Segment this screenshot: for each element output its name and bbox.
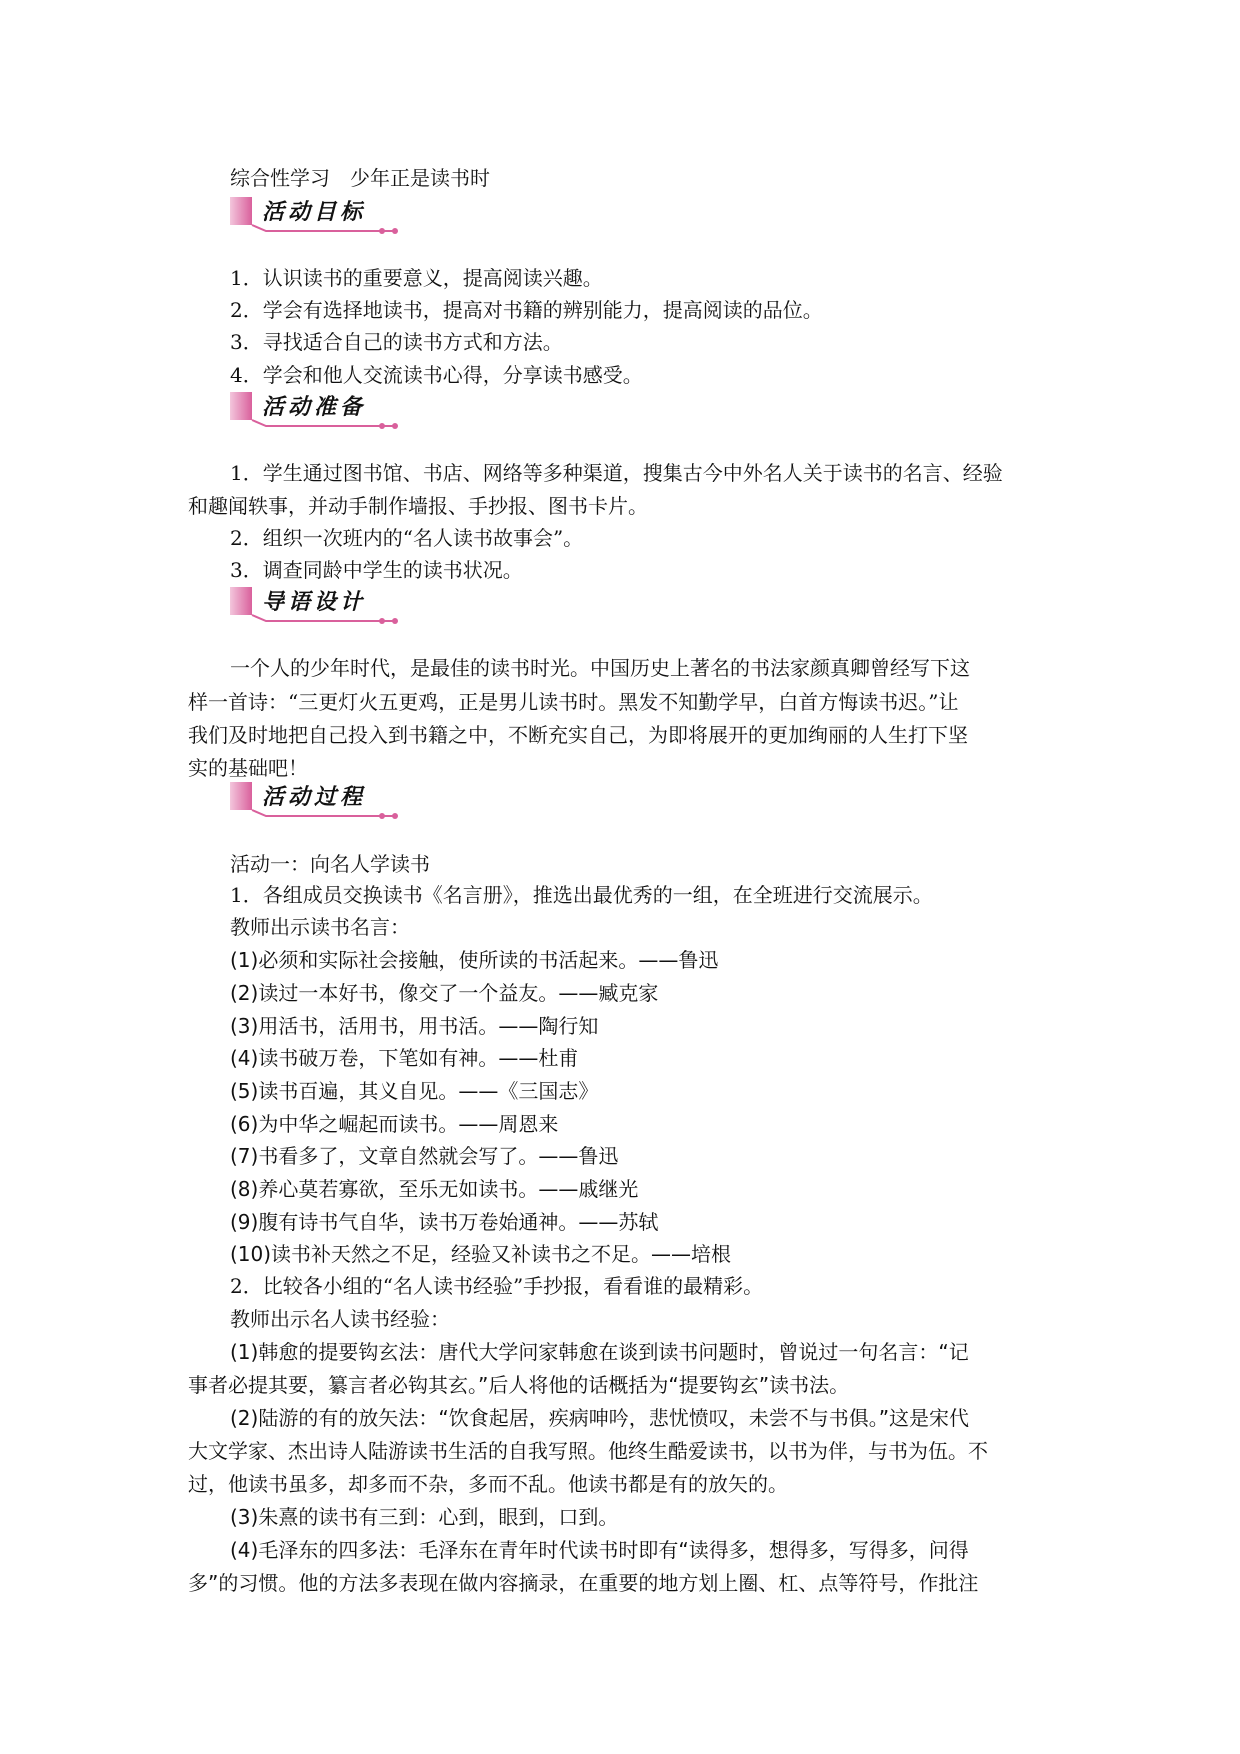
activity-step: 2．比较各小组的“名人读书经验”手抄报，看看谁的最精彩。 xyxy=(230,1274,764,1298)
intro-paragraph-line: 实的基础吧！ xyxy=(188,756,308,780)
intro-paragraph-line: 一个人的少年时代，是最佳的读书时光。中国历史上著名的书法家颜真卿曾经写下这 xyxy=(230,656,970,680)
experience-line: (4)毛泽东的四多法：毛泽东在青年时代读书时即有“读得多，想得多，写得多，问得 xyxy=(230,1538,969,1562)
quote-item: (7)书看多了，文章自然就会写了。——鲁迅 xyxy=(230,1144,619,1168)
intro-paragraph-line: 我们及时地把自己投入到书籍之中，不断充实自己，为即将展开的更加绚丽的人生打下坚 xyxy=(188,723,968,747)
goal-item: 2．学会有选择地读书，提高对书籍的辨别能力，提高阅读的品位。 xyxy=(230,298,823,322)
experience-line: (3)朱熹的读书有三到：心到，眼到，口到。 xyxy=(230,1505,619,1529)
experience-line: 大文学家、杰出诗人陆游读书生活的自我写照。他终生酷爱读书，以书为伴，与书为伍。不 xyxy=(188,1439,988,1463)
activity-title: 活动一：向名人学读书 xyxy=(230,852,430,876)
prep-item-continued: 和趣闻轶事，并动手制作墙报、手抄报、图书卡片。 xyxy=(188,494,648,518)
quote-item: (8)养心莫若寡欲，至乐无如读书。——戚继光 xyxy=(230,1177,639,1201)
section-heading-prep xyxy=(230,390,405,430)
quote-item: (4)读书破万卷，下笔如有神。——杜甫 xyxy=(230,1046,579,1070)
quote-item: (6)为中华之崛起而读书。——周恩来 xyxy=(230,1112,559,1136)
quote-item: (9)腹有诗书气自华，读书万卷始通神。——苏轼 xyxy=(230,1210,659,1234)
experience-line: (1)韩愈的提要钩玄法：唐代大学问家韩愈在谈到读书问题时，曾说过一句名言：“记 xyxy=(230,1340,969,1364)
section-heading-text: 活动目标 xyxy=(262,200,367,225)
prep-item: 2．组织一次班内的“名人读书故事会”。 xyxy=(230,526,584,550)
experience-line: 过，他读书虽多，却多而不杂，多而不乱。他读书都是有的放矢的。 xyxy=(188,1472,788,1496)
section-heading-text: 活动过程 xyxy=(262,785,367,810)
document-title: 综合性学习 少年正是读书时 xyxy=(230,166,490,190)
prep-item: 3．调查同龄中学生的读书状况。 xyxy=(230,558,523,582)
section-heading-goals xyxy=(230,195,405,235)
experience-line: 事者必提其要，纂言者必钩其玄。”后人将他的话概括为“提要钩玄”读书法。 xyxy=(188,1373,850,1397)
quotes-intro: 教师出示读书名言： xyxy=(230,915,410,939)
quote-item: (5)读书百遍，其义自见。——《三国志》 xyxy=(230,1079,599,1103)
quote-item: (10)读书补天然之不足，经验又补读书之不足。——培根 xyxy=(230,1242,732,1266)
quote-item: (3)用活书，活用书，用书活。——陶行知 xyxy=(230,1014,599,1038)
quote-item: (1)必须和实际社会接触，使所读的书活起来。——鲁迅 xyxy=(230,948,719,972)
experience-intro: 教师出示名人读书经验： xyxy=(230,1307,450,1331)
section-heading-text: 活动准备 xyxy=(262,395,367,420)
intro-paragraph-line: 样一首诗：“三更灯火五更鸡，正是男儿读书时。黑发不知勤学早，白首方悔读书迟。”让 xyxy=(188,690,959,714)
section-heading-process xyxy=(230,780,405,820)
goal-item: 3．寻找适合自己的读书方式和方法。 xyxy=(230,330,563,354)
goal-item: 1．认识读书的重要意义，提高阅读兴趣。 xyxy=(230,266,603,290)
quote-item: (2)读过一本好书，像交了一个益友。——臧克家 xyxy=(230,981,659,1005)
section-heading-intro xyxy=(230,585,405,625)
section-heading-text: 导语设计 xyxy=(262,590,367,615)
activity-step: 1．各组成员交换读书《名言册》，推选出最优秀的一组，在全班进行交流展示。 xyxy=(230,883,933,907)
experience-line: (2)陆游的有的放矢法：“饮食起居，疾病呻吟，悲忧愤叹，未尝不与书俱。”这是宋代 xyxy=(230,1406,970,1430)
prep-item: 1．学生通过图书馆、书店、网络等多种渠道，搜集古今中外名人关于读书的名言、经验 xyxy=(230,461,1003,485)
goal-item: 4．学会和他人交流读书心得，分享读书感受。 xyxy=(230,363,643,387)
experience-line: 多”的习惯。他的方法多表现在做内容摘录，在重要的地方划上圈、杠、点等符号，作批注 xyxy=(188,1571,979,1595)
